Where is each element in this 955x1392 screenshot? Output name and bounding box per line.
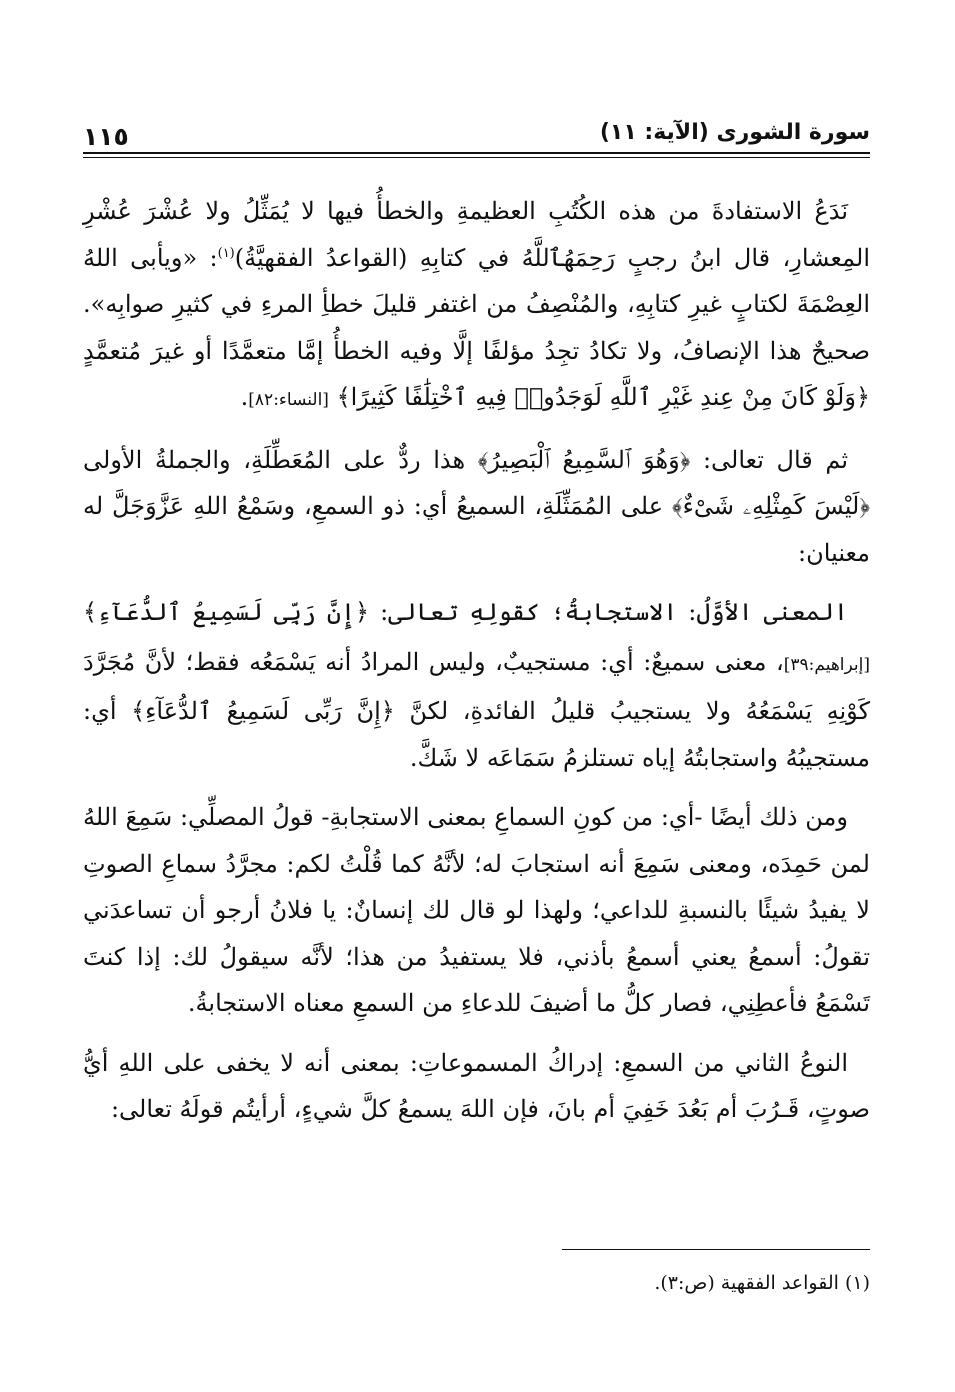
running-title: سورة الشورى (الآية: ١١) bbox=[599, 120, 870, 145]
paragraph-3-text-c: أي: مستجيبُهُ واستجابتُهُ إياه تستلزمُ سَمَاعَه لا شَكَّ. bbox=[83, 697, 870, 772]
paragraph-2-text-c: على المُمَثِّلَةِ، السميعُ أي: ذو السمعِ، وسَمْعُ اللهِ عَزَّوَجَلَّ له معنيان: bbox=[83, 492, 870, 567]
footnote: (١) القواعد الفقهية (ص:٣). bbox=[654, 1272, 870, 1294]
quran-verse: ﴿إِنَّ رَبِّى لَسَمِيعُ ٱلدُّعَآءِ﴾ bbox=[83, 598, 370, 626]
paragraph-2-text-b: هذا ردٌّ على المُعَطِّلَةِ، والجملةُ الأولى bbox=[83, 445, 478, 474]
page-header bbox=[83, 112, 870, 156]
quran-verse: ﴿إِنَّ رَبِّى لَسَمِيعُ ٱلدُّعَآءِ﴾ bbox=[131, 697, 395, 725]
main-text bbox=[83, 188, 870, 1146]
footnote-marker: (١) bbox=[217, 245, 235, 261]
header-rule bbox=[83, 152, 870, 154]
paragraph-1 bbox=[83, 188, 870, 424]
paragraph-1-text-a: نَدَعُ الاستفادةَ من هذه الكُتُبِ العظيمةِ والخطأُ فيها لا يُمَثِّلُ ولا عُشْرَ عُشْرِ المِعشارِ، قال ابنُ رجبٍ رَحِمَهُٱللَّهُ في كتابِهِ (القواعدُ الفقهيَّةُ) bbox=[83, 197, 870, 272]
verse-citation: [إبراهيم:٣٩] bbox=[783, 654, 870, 675]
paragraph-3 bbox=[83, 589, 870, 781]
paragraph-4: ومن ذلك أيضًا -أي: من كونِ السماعِ بمعنى الاستجابةِ- قولُ المصلِّي: سَمِعَ اللهُ لمن حَمِدَه، ومعنى سَمِعَ أنه استجابَ له؛ لأنَّهُ كما قُلْتُ لكم: مجرَّدُ سماعِ الصوتِ لا يفيدُ شيئًا بالنسبةِ للداعي؛ ولهذا لو قال لك إنسانٌ: يا فلانُ أرجو أن تساعدَني تقولُ: أسمعُ يعني أسمعُ بأذني، فلا يستفيدُ من هذا؛ لأنَّه سيقولُ لك: إذا كنتَ تَسْمَعُ فأعطِنِي، فصار كلُّ ما أضيفَ للدعاءِ من السمعِ معناه الاستجابةُ. bbox=[83, 803, 870, 1017]
footnote-separator bbox=[562, 1249, 870, 1250]
header-rule-thin bbox=[83, 157, 870, 158]
paragraph-1-text-b: : «ويأبى اللهُ العِصْمَةَ لكتابٍ غيرِ كتابِهِ، والمُنْصِفُ من اغتفر قليلَ خطأِ المرءِ في كثيرِ صوابِه». صحيحٌ هذا الإنصافُ، ولا تكادُ تجِدُ مؤلفًا إلَّا وفيه الخطأُ إمَّا متعمَّدًا أو غيرَ مُتعمَّدٍ bbox=[83, 243, 870, 365]
paragraph-3-text-a: المعنى الأوَّلُ: الاستجابةُ؛ كقولِهِ تعالى: bbox=[369, 598, 848, 626]
verse-citation: [النساء:٨٢] bbox=[248, 390, 329, 410]
quran-verse: ﴿وَهُوَ ٱلسَّمِيعُ ٱلْبَصِيرُ﴾ bbox=[477, 445, 691, 474]
quran-verse: ﴿وَلَوْ كَانَ مِنْ عِندِ غَيْرِ ٱللَّهِ لَوَجَدُوا۟ فِيهِ ٱخْتِلَٰفًا كَثِيرًا﴾ bbox=[336, 383, 870, 411]
paragraph-2 bbox=[83, 437, 870, 577]
quran-verse: ﴿لَيْسَ كَمِثْلِهِۦ شَىْءٌ﴾ bbox=[671, 492, 870, 520]
paragraph-3-text-b: ، معنى سميعٌ: أي: مستجيبٌ، وليس المرادُ أنه يَسْمَعُه فقط؛ لأنَّ مُجَرَّدَ كَوْنِهِ يَسْمَعُهُ ولا يستجيبُ قليلُ الفائدةِ، لكنَّ bbox=[83, 647, 870, 725]
paragraph-5: النوعُ الثاني من السمعِ: إدراكُ المسموعاتِ: بمعنى أنه لا يخفى على اللهِ أيُّ صوتٍ، قَـرُبَ أم بَعُدَ خَفِيَ أم بانَ، فإن اللهَ يسمعُ كلَّ شيءٍ، أرأيتُم قولَهُ تعالى: bbox=[83, 1048, 870, 1123]
paragraph-2-text-a: ثم قال تعالى: bbox=[690, 445, 849, 474]
paragraph-1-end: . bbox=[240, 383, 249, 411]
page-number: ١١٥ bbox=[83, 122, 129, 151]
